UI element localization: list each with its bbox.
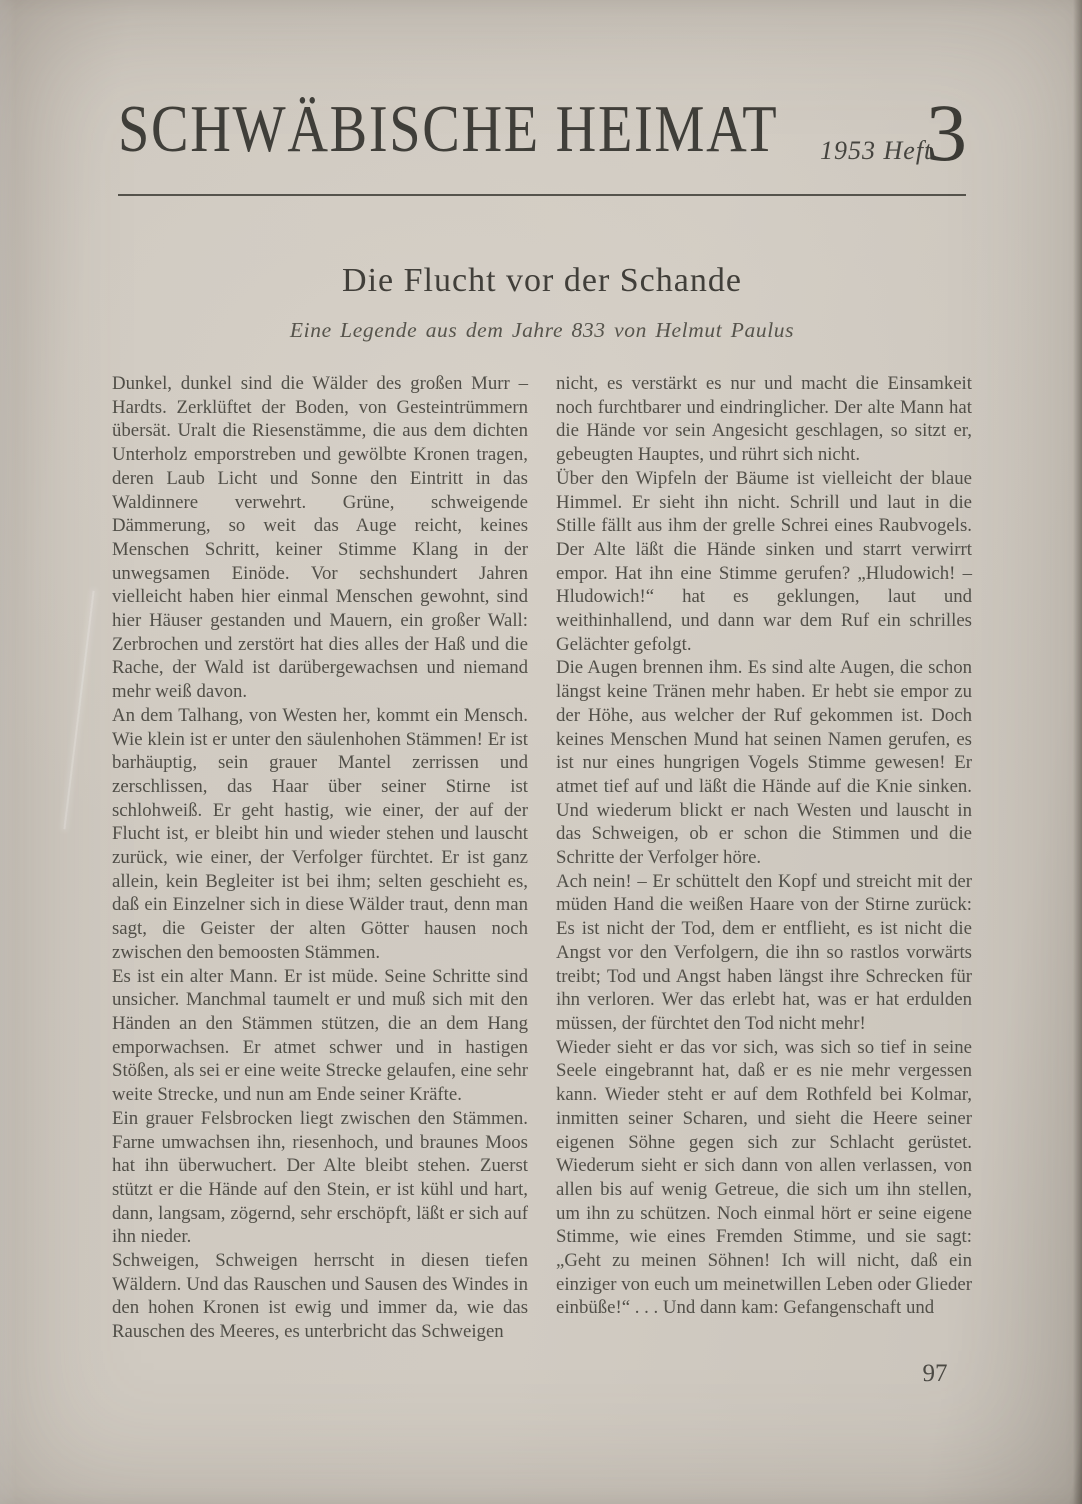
masthead-rule <box>118 194 966 196</box>
paragraph: Ein grauer Felsbrocken liegt zwischen den Stämmen. Farne umwachsen ihn, riesenhoch, und braunes Moos hat ihn überwuchert. Der Alte bleibt stehen. Zuerst stützt er die Hände auf den Stein, er ist kühl und hart, dann, langsam, zögernd, sehr erschöpft, läßt er sich auf ihn nieder. <box>112 1107 528 1248</box>
paragraph: Wieder sieht er das vor sich, was sich so tief in seine Seele eingebrannt hat, daß er es nie mehr vergessen kann. Wieder steht er auf dem Rothfeld bei Kolmar, inmitten seiner Scharen, und sieht die Heere seiner eigenen Söhne gegen sich zur Schlacht gerüstet. Wiederum sieht er sich dann von allen verlassen, von allen bis auf wenig Getreue, die sich um ihn stellen, um ihn zu schützen. Noch einmal hört er seine eigene Stimme, wie eines Fremden Stimme, und sie sagt: „Geht zu meinen Söhnen! Ich will nicht, daß ein einziger von euch um meinetwillen Leben oder Glieder einbüße!“ . . . Und dann kam: Gefangenschaft und <box>556 1036 972 1319</box>
paragraph: An dem Talhang, von Westen her, kommt ein Mensch. Wie klein ist er unter den säulenhohen Stämmen! Er ist barhäuptig, sein grauer Mantel zerrissen und zerschlissen, das Haar über seiner Stirne ist schlohweiß. Er geht hastig, wie einer, der auf der Flucht ist, er bleibt hin und wieder stehen und lauscht zurück, wie einer, der Verfolger fürchtet. Er ist ganz allein, kein Begleiter ist bei ihm; selten geschieht es, daß ein Einzelner sich in diese Wälder traut, denn man sagt, die Geister der alten Götter hausen noch zwischen den bemoosten Stämmen. <box>112 704 528 963</box>
magazine-title: SCHWÄBISCHE HEIMAT <box>118 92 779 166</box>
issue-number: 3 <box>926 87 967 178</box>
paragraph: Es ist ein alter Mann. Er ist müde. Seine Schritte sind unsicher. Manchmal taumelt er und muß sich mit den Händen an den Stämmen stützen, die an dem Hang emporwachsen. Er atmet schwer und in hastigen Stößen, als sei er eine weite Strecke gelaufen, eine sehr weite Strecke, und nun am Ende seiner Kräfte. <box>112 965 528 1106</box>
left-column <box>112 372 528 1344</box>
paragraph: Ach nein! – Er schüttelt den Kopf und streicht mit der müden Hand die weißen Haare von der Stirne zurück: Es ist nicht der Tod, dem er entflieht, es ist nicht die Angst vor den Verfolgern, die ihn so rastlos vorwärts treibt; Tod und Angst haben längst ihre Schrecken für ihn verloren. Wer das erlebt hat, was er hat erdulden müssen, der fürchtet den Tod nicht mehr! <box>556 870 972 1034</box>
paragraph: Schweigen, Schweigen herrscht in diesen tiefen Wäldern. Und das Rauschen und Sausen des Windes in den hohen Kronen ist ewig und immer da, wie das Rauschen des Meeres, es unterbricht das Schweigen <box>112 1250 528 1343</box>
article-body <box>112 372 972 1344</box>
paragraph: Über den Wipfeln der Bäume ist vielleicht der blaue Himmel. Er sieht ihn nicht. Schrill und laut in die Stille fällt aus ihm der grelle Schrei eines Raubvogels. Der Alte läßt die Hände sinken und starrt verwirrt empor. Hat ihn eine Stimme gerufen? „Hludowich! – Hludowich!“ hat es geklungen, laut und weithinhallend, und dann war dem Ruf ein schrilles Gelächter gefolgt. <box>556 467 972 655</box>
scan-crease <box>63 591 94 829</box>
scan-right-edge <box>1073 0 1082 1504</box>
paragraph: Die Augen brennen ihm. Es sind alte Augen, die schon längst keine Tränen mehr haben. Er hebt sie empor zu der Höhe, aus welcher der Ruf gekommen ist. Doch keines Menschen Mund hat seinen Namen gerufen, es ist nur eines hungrigen Vogels Stimme gewesen! Er atmet tief auf und läßt die Hände auf die Knie sinken. Und wiederum blickt er nach Westen und lauscht in das Schweigen, ob er schon die Stimmen und die Schritte der Verfolger höre. <box>556 657 972 869</box>
scan-left-edge <box>0 0 16 1504</box>
article-subtitle: Eine Legende aus dem Jahre 833 von Helmut Paulus <box>289 318 795 342</box>
article-title: Die Flucht vor der Schande <box>342 262 742 299</box>
page-number: 97 <box>922 1360 948 1387</box>
paragraph: Dunkel, dunkel sind die Wälder des großen Murr – Hardts. Zerklüftet der Boden, von Gesteintrümmern übersät. Uralt die Riesenstämme, die aus dem dichten Unterholz emporstreben und gewölbte Kronen tragen, deren Laub Licht und Sonne den Eintritt in das Waldinnere verwehrt. Grüne, schweigende Dämmerung, so weit das Auge reicht, keines Menschen Schritt, keiner Stimme Klang in der unwegsamen Einöde. Vor sechshundert Jahren vielleicht haben hier einmal Menschen gewohnt, sind hier Häuser gestanden und Mauern, ein großer Wall: Zerbrochen und zerstört hat dies alles der Haß und die Rache, der Wald ist darübergewachsen und niemand mehr weiß davon. <box>112 373 528 703</box>
paragraph: nicht, es verstärkt es nur und macht die Einsamkeit noch furchtbarer und eindringlicher. Der alte Mann hat die Hände vor sein Angesicht geschlagen, so sitzt er, gebeugten Hauptes, und rührt sich nicht. <box>556 373 972 466</box>
right-column <box>556 372 972 1344</box>
issue-year-label: 1953 Heft <box>820 136 933 165</box>
